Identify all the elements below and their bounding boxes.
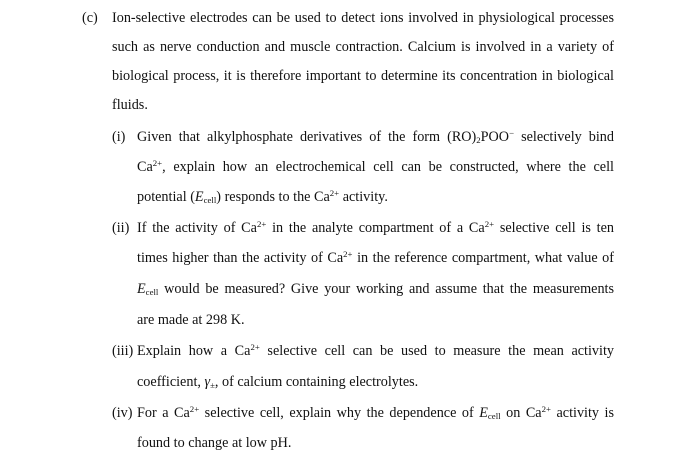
- subpart-iii-line-1: Explain how a $Ca^{2+}$ selective cell can be used to measure the mean activity: [137, 342, 614, 359]
- intro-line-2: such as nerve conduction and muscle contraction. Calcium is involved in a variety of: [112, 39, 614, 55]
- subpart-i-line-3: potential $(E_{cell})$ responds to the $Ca^{2+}$ activity.: [137, 188, 388, 206]
- subpart-i-line-1: Given that alkylphosphate derivatives of the form $(RO)_2POO^-$ selectively bind: [137, 128, 614, 146]
- subpart-iii-line-2: coefficient, $\gamma_\pm$, of calcium containing electrolytes.: [137, 374, 419, 391]
- subpart-ii-line-1: If the activity of $Ca^{2+}$ in the analyte compartment of a $Ca^{2+}$ selective cell is ten: [137, 219, 614, 236]
- subpart-label-iii: (iii): [112, 343, 134, 359]
- subpart-ii-line-2: times higher than the activity of $Ca^{2+}$ in the reference compartment, what value of: [137, 249, 614, 266]
- intro-line-1: Ion-selective electrodes can be used to detect ions involved in physiological processes: [112, 10, 614, 26]
- subpart-ii-line-4: are made at 298 K.: [137, 312, 245, 328]
- subpart-iv-line-1: For a $Ca^{2+}$ selective cell, explain why the dependence of $E_{cell}$ on $Ca^{2+}$ activity is: [137, 404, 615, 422]
- subpart-ii-line-3: $E_{cell}$ would be measured? Give your working and assume that the measurements: [137, 281, 614, 298]
- subpart-label-i: (i): [112, 129, 126, 145]
- intro-line-4: fluids.: [112, 97, 148, 113]
- subpart-iv-line-2: found to change at low pH.: [137, 435, 292, 451]
- subpart-i-line-2: $Ca^{2+}$, explain how an electrochemical cell can be constructed, where the cell: [137, 158, 614, 175]
- subpart-label-iv: (iv): [112, 405, 133, 421]
- subpart-label-ii: (ii): [112, 220, 130, 236]
- part-label: (c): [82, 10, 98, 26]
- intro-line-3: biological process, it is therefore important to determine its concentration in biological: [112, 68, 614, 84]
